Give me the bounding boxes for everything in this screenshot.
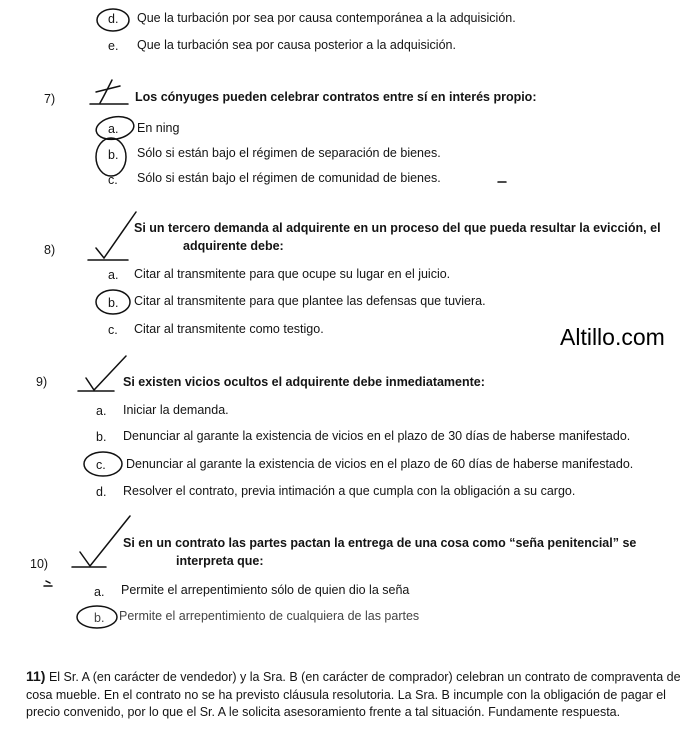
question-text: Los cónyuges pueden celebrar contratos entre sí en interés propio:: [135, 90, 537, 104]
question-text: interpreta que:: [176, 554, 264, 568]
check-mark: [86, 356, 126, 390]
question-number: 11): [26, 668, 46, 684]
option-letter: a.: [96, 404, 107, 418]
option-text: Resolver el contrato, previa intimación a que cumpla con la obligación a su cargo.: [123, 484, 576, 498]
option-letter: a.: [108, 268, 119, 282]
question-text: Si en un contrato las partes pactan la entrega de una cosa como “seña penitencial” se: [123, 536, 637, 550]
cross-mark: [96, 80, 120, 103]
option-text: Permite el arrepentimiento de cualquiera de las partes: [119, 609, 420, 623]
option-letter: d.: [108, 12, 119, 26]
check-mark: [96, 212, 136, 258]
question-text: adquirente debe:: [183, 239, 284, 253]
option-text: Denunciar al garante la existencia de vicios en el plazo de 60 días de haberse manifestado.: [126, 457, 634, 471]
option-letter: c.: [96, 458, 106, 472]
question-text: Si existen vicios ocultos el adquirente debe inmediatamente:: [123, 375, 485, 389]
option-text: Citar al transmitente como testigo.: [134, 322, 324, 336]
option-text: Que la turbación por sea por causa contemporánea a la adquisición.: [137, 11, 516, 25]
option-text: Sólo si están bajo el régimen de comunidad de bienes.: [137, 171, 441, 185]
question-text: Si un tercero demanda al adquirente en un proceso del que pueda resultar la evicción, el: [134, 221, 661, 235]
option-text: Que la turbación sea por causa posterior a la adquisición.: [137, 38, 456, 52]
question-number: 7): [44, 92, 56, 106]
option-text: Citar al transmitente para que plantee las defensas que tuviera.: [134, 294, 486, 308]
option-letter: b.: [108, 148, 119, 162]
option-letter: a.: [108, 122, 119, 136]
option-letter: a.: [94, 585, 105, 599]
option-text: Permite el arrepentimiento sólo de quien dio la seña: [121, 583, 410, 597]
question-11: [26, 668, 696, 722]
question-number: 8): [44, 243, 56, 257]
watermark: Altillo.com: [560, 324, 665, 350]
option-text: Sólo si están bajo el régimen de separación de bienes.: [137, 146, 441, 160]
option-text: En ning: [137, 121, 180, 135]
option-letter: e.: [108, 39, 119, 53]
stray-mark: [44, 581, 52, 586]
option-letter: b.: [108, 296, 119, 310]
option-text: Citar al transmitente para que ocupe su lugar en el juicio.: [134, 267, 451, 281]
option-letter: c.: [108, 323, 118, 337]
question-number: 10): [30, 557, 49, 571]
option-letter: d.: [96, 485, 107, 499]
question-text: El Sr. A (en carácter de vendedor) y la Sra. B (en carácter de comprador) celebran un contrato de compraventa de cosa mueble. En el contrato no se ha previsto cláusula resolutoria. La Sra. B incumple con la obligación de pagar el precio convenido, por lo que el Sr. A le solicita asesoramiento frente a tal situación. Fundamente respuesta.: [26, 670, 681, 719]
option-letter: b.: [94, 611, 105, 625]
option-text: Iniciar la demanda.: [123, 403, 229, 417]
option-letter: c.: [108, 173, 118, 187]
option-text: Denunciar al garante la existencia de vicios en el plazo de 30 días de haberse manifestado.: [123, 429, 631, 443]
question-number: 9): [36, 375, 48, 389]
option-letter: b.: [96, 430, 107, 444]
